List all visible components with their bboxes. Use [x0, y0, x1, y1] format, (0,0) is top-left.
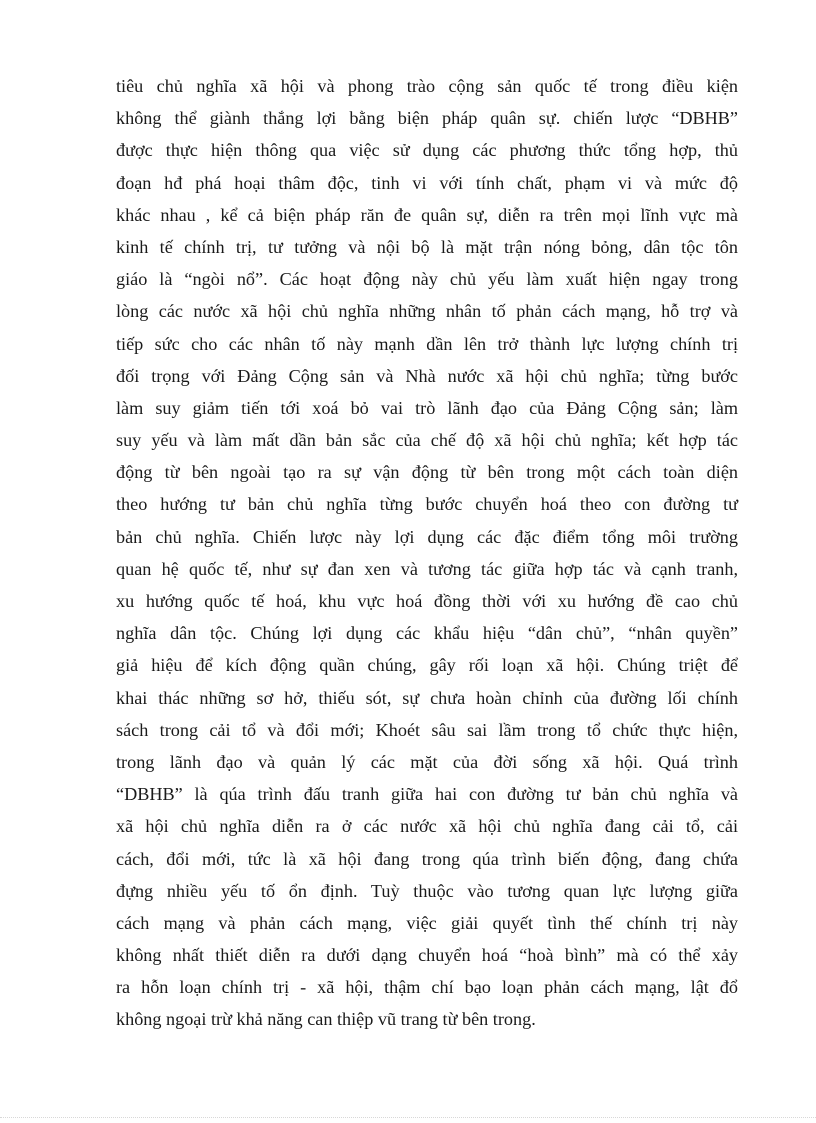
text-line: làm suy giảm tiến tới xoá bỏ vai trò lãnh đạo của Đảng Cộng sản; làm: [116, 397, 738, 418]
text-line: không nhất thiết diễn ra dưới dạng chuyển hoá “hoà bình” mà có thể xảy: [116, 945, 738, 966]
text-line: được thực hiện thông qua việc sử dụng các phương thức tổng hợp, thủ: [116, 140, 738, 161]
text-line: xu hướng quốc tế hoá, khu vực hoá đồng thời với xu hướng đề cao chủ: [116, 591, 738, 611]
text-line: bản chủ nghĩa. Chiến lược này lợi dụng các đặc điểm tổng môi trường: [116, 526, 738, 547]
text-line: giả hiệu để kích động quần chúng, gây rối loạn xã hội. Chúng triệt để: [116, 655, 738, 676]
text-line: lòng các nước xã hội chủ nghĩa những nhân tố phản cách mạng, hỗ trợ và: [116, 301, 738, 322]
text-line: khác nhau , kể cả biện pháp răn đe quân sự, diễn ra trên mọi lĩnh vực mà: [116, 204, 738, 225]
text-line: suy yếu và làm mất dần bản sắc của chế độ xã hội chủ nghĩa; kết hợp tác: [116, 430, 738, 451]
text-line: tiếp sức cho các nhân tố này mạnh dần lên trở thành lực lượng chính trị: [116, 333, 738, 354]
text-line: động từ bên ngoài tạo ra sự vận động từ bên trong một cách toàn diện: [116, 462, 738, 483]
text-line: cách, đổi mới, tức là xã hội đang trong qúa trình biến động, đang chứa: [116, 848, 738, 869]
text-line: khai thác những sơ hở, thiếu sót, sự chưa hoàn chỉnh của đường lối chính: [116, 687, 738, 708]
text-line: quan hệ quốc tế, như sự đan xen và tương tác giữa hợp tác và cạnh tranh,: [116, 558, 738, 579]
text-line: tiêu chủ nghĩa xã hội và phong trào cộng sản quốc tế trong điều kiện: [116, 76, 738, 96]
text-line: giáo là “ngòi nổ”. Các hoạt động này chủ yếu làm xuất hiện ngay trong: [116, 269, 738, 290]
text-line: không ngoại trừ khả năng can thiệp vũ trang từ bên trong.: [116, 1009, 536, 1030]
page-bottom-border: [0, 1117, 816, 1118]
text-line: theo hướng tư bản chủ nghĩa từng bước chuyển hoá theo con đường tư: [116, 494, 738, 515]
text-line: “DBHB” là qúa trình đấu tranh giữa hai con đường tư bản chủ nghĩa và: [116, 784, 738, 805]
text-line: trong lãnh đạo và quản lý các mặt của đời sống xã hội. Quá trình: [116, 751, 738, 772]
text-line: nghĩa dân tộc. Chúng lợi dụng các khẩu hiệu “dân chủ”, “nhân quyền”: [116, 623, 738, 644]
text-line: xã hội chủ nghĩa diễn ra ở các nước xã hội chủ nghĩa đang cải tổ, cải: [116, 816, 738, 837]
text-line: đối trọng với Đảng Cộng sản và Nhà nước xã hội chủ nghĩa; từng bước: [116, 365, 738, 386]
text-line: kinh tế chính trị, tư tưởng và nội bộ là mặt trận nóng bỏng, dân tộc tôn: [116, 236, 738, 257]
body-paragraph: [116, 70, 738, 1036]
text-line: đựng nhiều yếu tố ổn định. Tuỳ thuộc vào tương quan lực lượng giữa: [116, 880, 738, 901]
text-line: sách trong cải tổ và đổi mới; Khoét sâu sai lầm trong tổ chức thực hiện,: [116, 719, 738, 740]
text-line: ra hỗn loạn chính trị - xã hội, thậm chí bạo loạn phản cách mạng, lật đổ: [116, 977, 738, 998]
text-line: cách mạng và phản cách mạng, việc giải quyết tình thế chính trị này: [116, 912, 738, 933]
text-line: đoạn hđ phá hoại thâm độc, tinh vi với tính chất, phạm vi và mức độ: [116, 172, 738, 193]
text-line: không thể giành thắng lợi bằng biện pháp quân sự. chiến lược “DBHB”: [116, 108, 738, 129]
